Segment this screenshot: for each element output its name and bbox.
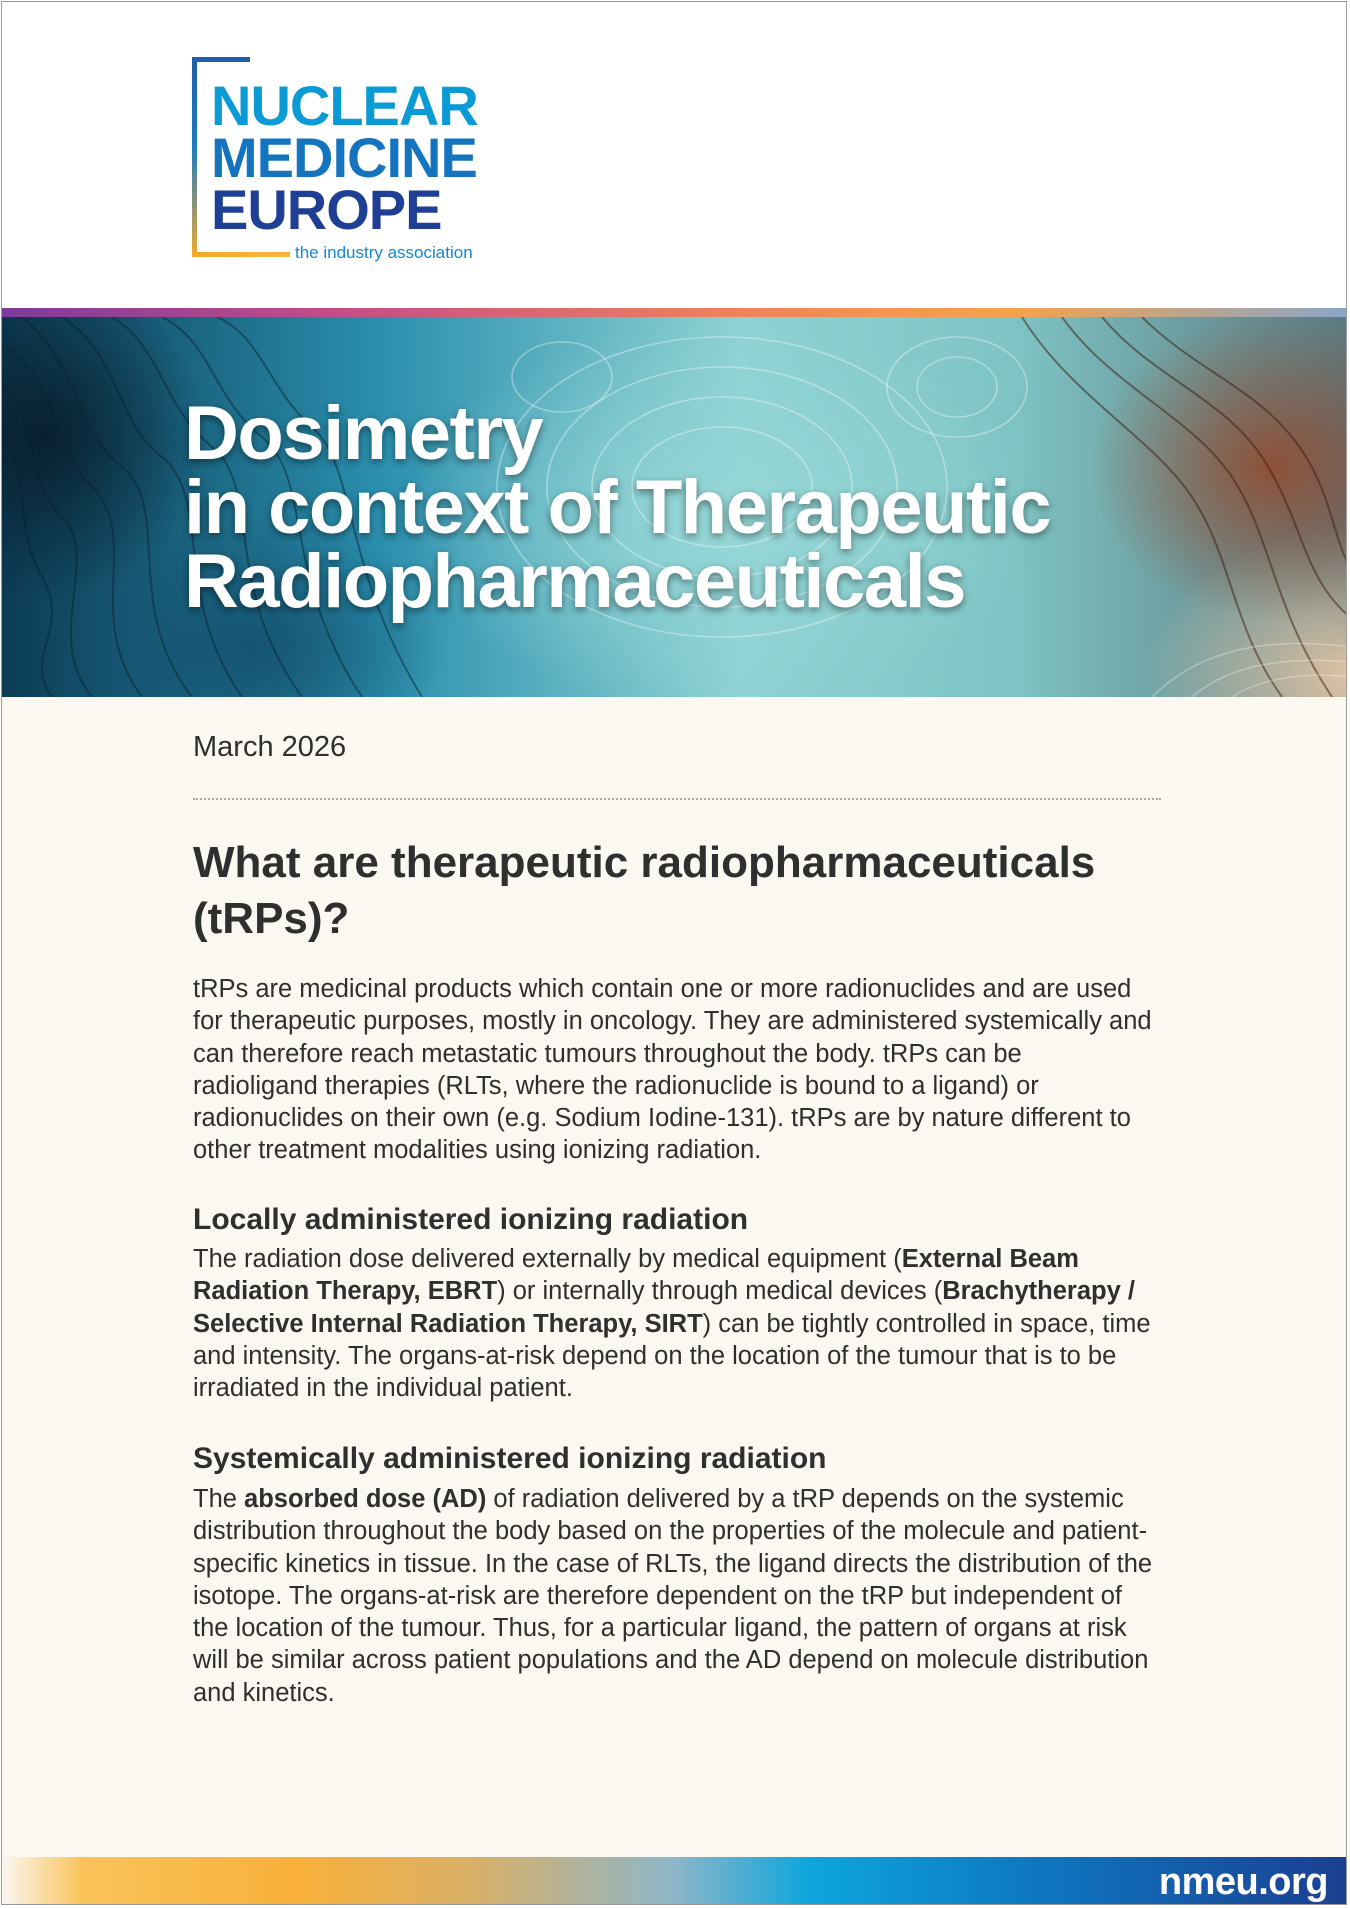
website-link[interactable]: nmeu.org bbox=[1158, 1861, 1328, 1903]
body-systemic-radiation bbox=[193, 1483, 1153, 1709]
hero-banner bbox=[2, 317, 1346, 697]
text-span: of radiation delivered by a tRP depends on the systemic distribution throughout the body based on the properties of the molecule and patient-specific kinetics in tissue. In the case of RLTs, the ligand directs the distribution of the isotope. The organs-at-risk are therefore dependent on the tRP but independent of the location of the tumour. Thus, for a particular ligand, the pattern of organs at risk will be similar across patient populations and the AD depend on molecule distribution and kinetics. bbox=[193, 1485, 1153, 1707]
content bbox=[193, 727, 1153, 1707]
title-line: Dosimetry bbox=[184, 391, 543, 476]
logo-text-nuclear: NUCLEAR bbox=[211, 74, 478, 137]
section-heading-trps: What are therapeutic radiopharmaceuticals (tRPs)? bbox=[193, 838, 1096, 943]
subheading-systemic-radiation: Systemically administered ionizing radiation bbox=[193, 1442, 827, 1475]
logo-text-medicine: MEDICINE bbox=[211, 126, 477, 189]
text-span: ) or internally through medical devices ( bbox=[497, 1277, 943, 1306]
nmeu-logo bbox=[192, 57, 512, 267]
logo-bracket bbox=[192, 57, 250, 62]
logo-tagline: the industry association bbox=[295, 243, 473, 262]
title-line: Radiopharmaceuticals bbox=[184, 539, 965, 624]
footer-bar bbox=[2, 1857, 1346, 1905]
body-local-radiation bbox=[193, 1243, 1153, 1404]
logo-bracket bbox=[192, 252, 290, 257]
document-title bbox=[184, 391, 1051, 624]
logo-bracket bbox=[192, 57, 197, 257]
color-stripe bbox=[2, 308, 1346, 317]
header bbox=[2, 2, 1346, 308]
text-span: The radiation dose delivered externally by medical equipment ( bbox=[193, 1245, 902, 1273]
document-page bbox=[1, 1, 1347, 1905]
subheading-local-radiation: Locally administered ionizing radiation bbox=[193, 1203, 749, 1236]
bold-term-sirt: Brachytherapy / Selective Internal Radiation Therapy, SIRT bbox=[193, 1277, 1135, 1338]
text-span: The bbox=[193, 1485, 245, 1513]
dotted-divider bbox=[193, 798, 1161, 800]
logo-text-europe: EUROPE bbox=[211, 178, 442, 241]
bold-term-absorbed-dose: absorbed dose (AD) bbox=[244, 1485, 487, 1513]
title-line: in context of Therapeutic bbox=[184, 465, 1051, 550]
section-body-trps: tRPs are medicinal products which contain one or more radionuclides and are used for therapeutic purposes, mostly in oncology. They are administered systemically and can therefore reach metastatic tumours throughout the body. tRPs can be radioligand therapies (RLTs, where the radionuclide is bound to a ligand) or radionuclides on their own (e.g. Sodium Iodine-131). tRPs are by nature different to other treatment modalities using ionizing radiation. bbox=[193, 975, 1152, 1165]
bold-term-ebrt: External Beam Radiation Therapy, EBRT bbox=[193, 1245, 1079, 1306]
publication-date: March 2026 bbox=[193, 731, 347, 763]
text-span: ) can be tightly controlled in space, time and intensity. The organs-at-risk depend on the location of the tumour that is to be irradiated in the individual patient. bbox=[193, 1309, 1151, 1403]
